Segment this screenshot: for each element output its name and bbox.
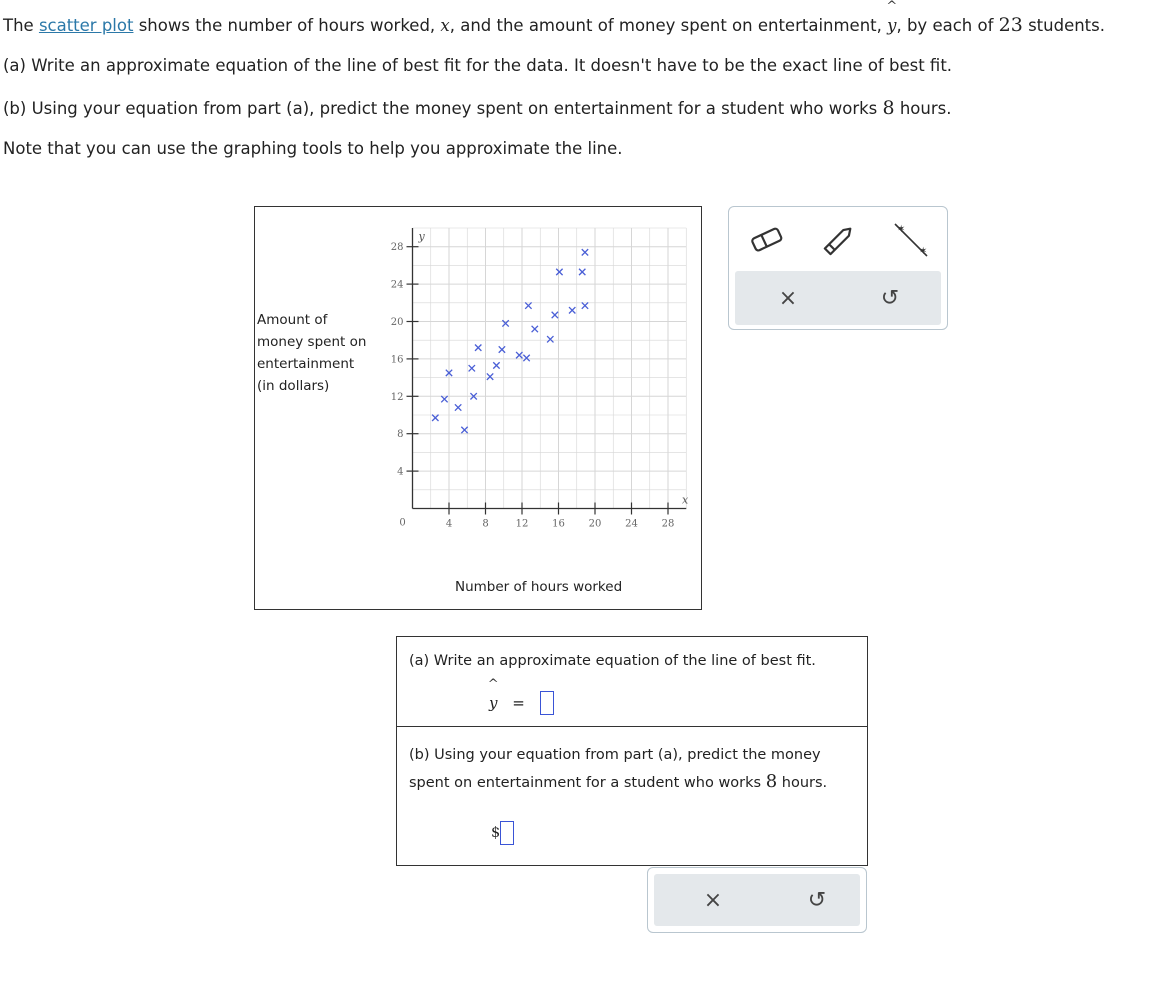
student-count: 23: [998, 14, 1023, 36]
variable-x: x: [440, 16, 450, 35]
prompt-text: , by each of: [896, 16, 999, 35]
y-tick-label: 24: [390, 279, 404, 291]
scatter-plot-link[interactable]: scatter plot: [38, 16, 134, 35]
data-point: [556, 269, 562, 275]
data-point: [582, 249, 588, 255]
y-tick-label: 16: [390, 354, 404, 366]
prompt-line-3: [3, 97, 952, 119]
best-fit-equation-input[interactable]: [540, 691, 554, 715]
variable-y: y: [887, 16, 897, 35]
y-axis-title-line: entertainment: [257, 356, 355, 372]
prompt-text: hours.: [894, 99, 952, 118]
data-point: [523, 355, 529, 361]
y-axis-title-line: (in dollars): [257, 378, 330, 394]
part-b-question-line-1: (b) Using your equation from part (a), predict the money: [409, 747, 821, 763]
part-b-answer: [491, 821, 514, 845]
data-point: [475, 344, 481, 350]
prompt-text: , and the amount of money spent on entertainment,: [449, 16, 888, 35]
svg-text:✶: ✶: [919, 246, 928, 257]
answer-actions-bar: [654, 874, 860, 926]
y-tick-label: 28: [390, 242, 404, 254]
data-point: [569, 307, 575, 313]
x-tick-label: 20: [588, 518, 602, 530]
hours-number: 8: [882, 97, 895, 119]
y-tick-label: 20: [390, 317, 404, 328]
equation-lhs: y: [489, 693, 498, 712]
x-tick-label: 16: [552, 518, 565, 530]
data-point: [455, 404, 461, 410]
data-point: [461, 427, 467, 433]
y-tick-label: 8: [397, 429, 404, 441]
data-point: [493, 362, 499, 368]
pencil-icon[interactable]: [819, 221, 859, 259]
clear-answer-button[interactable]: ×: [703, 887, 723, 913]
prompt-line-1: [3, 0, 1105, 36]
data-point: [579, 269, 585, 275]
x-tick-label: 24: [625, 518, 638, 530]
y-tick-label: 4: [397, 466, 404, 478]
undo-answer-button[interactable]: ↺: [807, 887, 827, 913]
variable-y-hat: ^ y: [886, 0, 898, 35]
svg-text:✶: ✶: [897, 224, 906, 235]
part-a-box: [396, 636, 868, 727]
origin-label: 0: [399, 517, 406, 529]
variable-y-hat: ^ y: [487, 676, 499, 712]
prompt-text: shows the number of hours worked,: [133, 16, 441, 35]
graph-tools-panel: [728, 206, 948, 330]
data-point: [582, 302, 588, 308]
data-point: [499, 346, 505, 352]
data-point: [525, 302, 531, 308]
hours-number: 8: [765, 771, 778, 792]
undo-graph-button[interactable]: ↺: [880, 285, 900, 311]
prompt-text: The: [3, 16, 39, 35]
line-tool-icon[interactable]: [891, 221, 931, 259]
prediction-input[interactable]: [500, 821, 514, 845]
eraser-icon[interactable]: [747, 221, 787, 259]
graph-actions-bar: [735, 271, 941, 325]
prompt-line-4: Note that you can use the graphing tools to help you approximate the line.: [3, 139, 623, 158]
part-a-question: (a) Write an approximate equation of the line of best fit.: [409, 653, 816, 669]
part-b-question-line-2: [409, 771, 827, 792]
data-point: [469, 365, 475, 371]
data-point: [552, 312, 558, 318]
prompt-line-2: (a) Write an approximate equation of the line of best fit for the data. It doesn't have to be the exact line of best fit.: [3, 56, 953, 75]
part-b-text: hours.: [777, 775, 828, 791]
part-b-text: spent on entertainment for a student who works: [409, 775, 766, 791]
part-b-box: [396, 726, 868, 866]
y-axis-title-line: Amount of: [257, 312, 328, 328]
x-tick-label: 4: [445, 518, 453, 530]
data-point: [487, 373, 493, 379]
prompt-text: students.: [1022, 16, 1105, 35]
data-point: [547, 336, 553, 342]
x-axis-name: x: [682, 493, 689, 507]
x-tick-label: 12: [515, 518, 529, 530]
y-axis-name: y: [418, 230, 425, 243]
data-point: [432, 415, 438, 421]
y-axis-title-line: money spent on: [257, 334, 367, 350]
clear-graph-button[interactable]: ×: [778, 285, 798, 311]
answer-actions-panel: [647, 867, 867, 933]
scatter-plot[interactable]: [255, 207, 701, 609]
currency-symbol: $: [491, 825, 501, 841]
part-a-equation: [487, 676, 554, 715]
x-axis-title: Number of hours worked: [455, 579, 623, 595]
x-tick-label: 8: [482, 518, 489, 530]
prompt-text: (b) Using your equation from part (a), predict the money spent on entertainment for a student who works: [3, 99, 883, 118]
y-tick-label: 12: [390, 391, 404, 403]
graph-panel: [254, 206, 702, 610]
x-tick-label: 28: [661, 518, 675, 530]
data-point: [532, 326, 538, 332]
data-point: [441, 396, 447, 402]
equals-sign: =: [512, 693, 525, 712]
